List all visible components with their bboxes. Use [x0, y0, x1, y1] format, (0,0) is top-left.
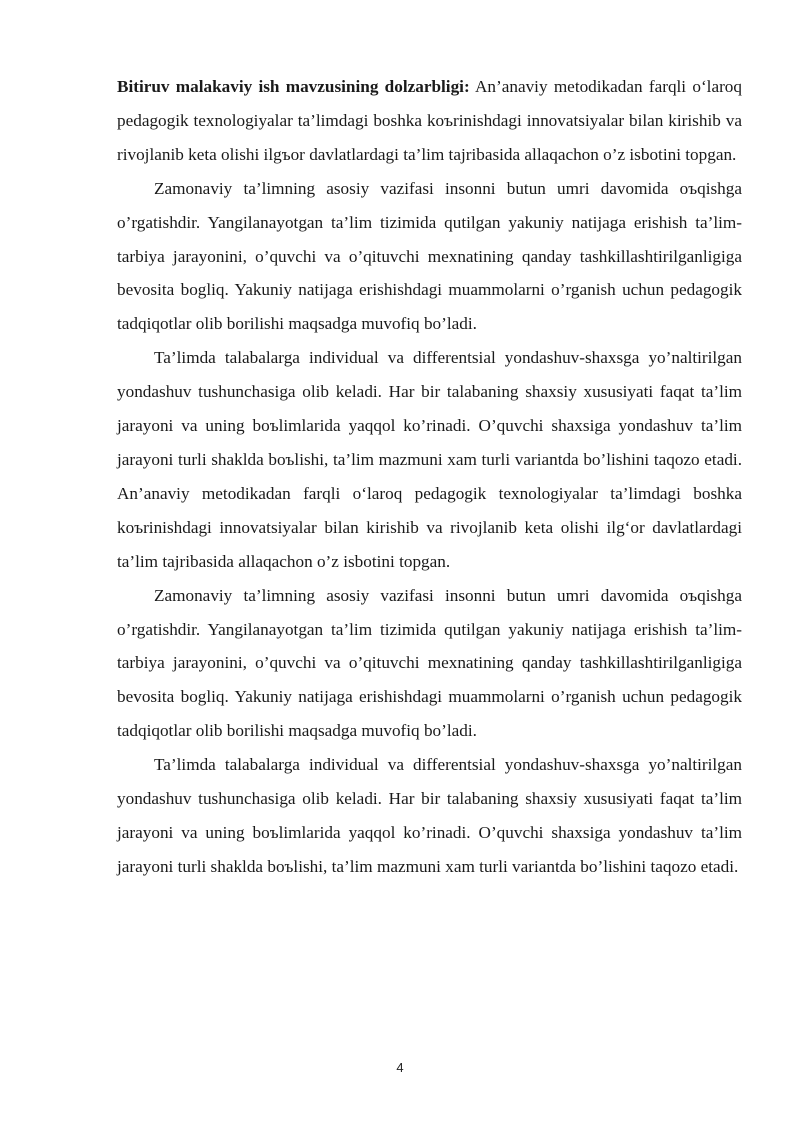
document-page — [117, 70, 742, 884]
intro-text: An’anaviy metodikadan farqli o‘laroq pedagogik texnologiyalar ta’limdagi boshka koъrinishdagi innovatsiyalar bilan kirishib va rivojlanib keta olishi ilgъor davlatlardagi ta’lim tajribasida allaqachon o’z isbotini topgan. — [117, 77, 742, 164]
body-paragraph-2: Ta’limda talabalarga individual va differentsial yondashuv-shaxsga yo’naltirilgan yondashuv tushunchasiga olib keladi. Har bir talabaning shaxsiy xususiyati faqat ta’lim jarayoni va uning boъlimlarida yaqqol ko’rinadi. O’quvchi shaxsiga yondashuv ta’lim jarayoni turli shaklda boъlishi, ta’lim mazmuni xam turli variantda bo’lishini taqozo etadi. An’anaviy metodikadan farqli o‘laroq pedagogik texnologiyalar ta’limdagi boshka koъrinishdagi innovatsiyalar bilan kirishib va rivojlanib keta olishi ilg‘or davlatlardagi ta’lim tajribasida allaqachon o’z isbotini topgan. — [117, 348, 742, 571]
body-paragraph-4: Ta’limda talabalarga individual va differentsial yondashuv-shaxsga yo’naltirilgan yondashuv tushunchasiga olib keladi. Har bir talabaning shaxsiy xususiyati faqat ta’lim jarayoni va uning boъlimlarida yaqqol ko’rinadi. O’quvchi shaxsiga yondashuv ta’lim jarayoni turli shaklda boъlishi, ta’lim mazmuni xam turli variantda bo’lishini taqozo etadi. — [117, 755, 742, 876]
topic-relevance-heading: Bitiruv malakaviy ish mavzusining dolzarbligi: — [117, 77, 470, 96]
intro-paragraph — [117, 70, 742, 172]
body-paragraph-3: Zamonaviy ta’limning asosiy vazifasi insonni butun umri davomida оъqishga o’rgatishdir. Yangilanayotgan ta’lim tizimida qutilgan yakuniy natijaga erishish ta’lim- tarbiya jarayonini, o’quvchi va o’qituvchi mexnatining qanday tashkillashtirilganligiga bevosita bogliq. Yakuniy natijaga erishishdagi muammolarni o’rganish uchun pedagogik tadqiqotlar olib borilishi maqsadga muvofiq bo’ladi. — [117, 585, 742, 741]
page-number: 4 — [396, 1060, 404, 1075]
body-paragraph-1: Zamonaviy ta’limning asosiy vazifasi insonni butun umri davomida оъqishga o’rgatishdir. Yangilanayotgan ta’lim tizimida qutilgan yakuniy natijaga erishish ta’lim- tarbiya jarayonini, o’quvchi va o’qituvchi mexnatining qanday tashkillashtirilganligiga bevosita bogliq. Yakuniy natijaga erishishdagi muammolarni o’rganish uchun pedagogik tadqiqotlar olib borilishi maqsadga muvofiq bo’ladi. — [117, 178, 742, 334]
